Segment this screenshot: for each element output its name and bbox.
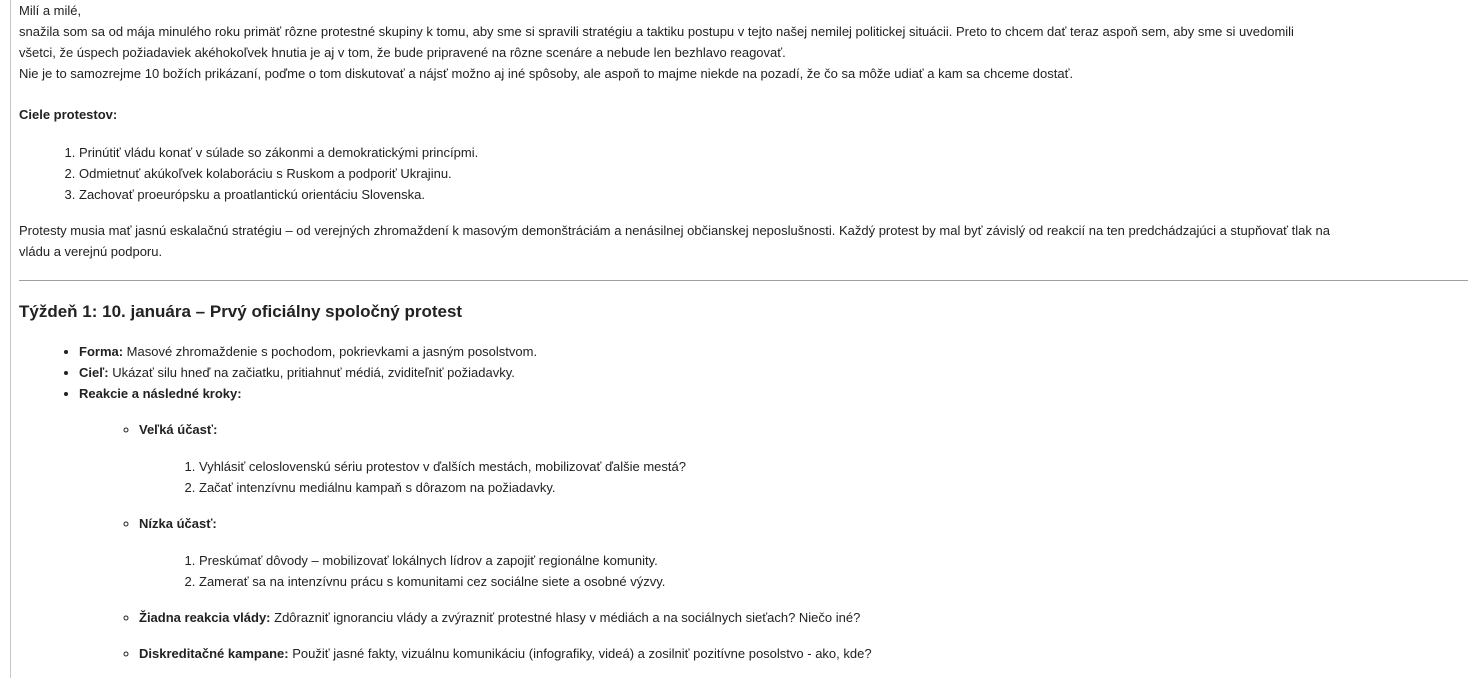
goals-list: [19, 142, 1469, 205]
form-text: Masové zhromaždenie s pochodom, pokrievkami a jasným posolstvom.: [123, 344, 538, 359]
low-turnout-steps: [139, 550, 1459, 592]
document-page: [10, 0, 1471, 678]
discredit-text: Použiť jasné fakty, vizuálnu komunikáciu (infografiky, videá) a zosilniť pozitívne posolstvo - ako, kde?: [288, 646, 872, 661]
big-turnout-steps: [139, 456, 1459, 498]
greeting: Milí a milé,: [19, 3, 82, 18]
discredit-label: Diskreditačné kampane:: [139, 646, 289, 661]
intro-paragraph: [19, 0, 1469, 84]
section-divider: [19, 280, 1468, 281]
spacer: [19, 84, 1469, 104]
list-item: 2. Začať intenzívnu mediálnu kampaň s dôrazom na požiadavky.: [199, 477, 1459, 498]
no-reaction-label: Žiadna reakcia vlády:: [139, 610, 271, 625]
list-item: 1. Vyhlásiť celoslovenskú sériu protestov v ďalších mestách, mobilizovať ďalšie mestá?: [199, 456, 1459, 477]
reactions-sublist: [79, 419, 1459, 664]
intro-line-1: snažila som sa od mája minulého roku primäť rôzne protestné skupiny k tomu, aby sme si spravili stratégiu a taktiku postupu v tejto našej nemilej politickej situácii. Preto to chcem dať teraz aspoň sem, aby sme si uvedomili: [19, 24, 1294, 39]
list-item-goal: [79, 362, 1459, 383]
list-item: 3. Zachovať proeurópsku a proatlantickú orientáciu Slovenska.: [79, 184, 1469, 205]
week1-heading: Týždeň 1: 10. januára – Prvý oficiálny spoločný protest: [19, 302, 463, 321]
week1-list: [19, 341, 1459, 679]
strategy-paragraph: [19, 220, 1469, 262]
list-item: 2. Odmietnuť akúkoľvek kolaboráciu s Ruskom a podporiť Ukrajinu.: [79, 163, 1469, 184]
form-label: Forma:: [79, 344, 124, 359]
list-item-reactions: [79, 383, 1459, 664]
sublist-item-no-reaction: [139, 607, 1459, 628]
intro-line-3: Nie je to samozrejme 10 božích prikázaní, poďme o tom diskutovať a nájsť možno aj iné spôsoby, ale aspoň to majme niekde na pozadí, že čo sa môže udiať a kam sa chceme dostať.: [19, 66, 1074, 81]
list-item: 1. Preskúmať dôvody – mobilizovať lokálnych lídrov a zapojiť regionálne komunity.: [199, 550, 1459, 571]
strategy-line-1: Protesty musia mať jasnú eskalačnú stratégiu – od verejných zhromaždení k masovým demonštráciám a nenásilnej občianskej neposlušnosti. Každý protest by mal byť závislý od reakcií na ten predchádzajúci a stupňovať tlak na: [19, 223, 1330, 238]
reactions-label: Reakcie a následné kroky:: [79, 386, 242, 401]
goal-label: Cieľ:: [79, 365, 109, 380]
list-item: 2. Zamerať sa na intenzívnu prácu s komunitami cez sociálne siete a osobné výzvy.: [199, 571, 1459, 592]
intro-line-2: všetci, že úspech požiadaviek akéhokoľvek hnutia je aj v tom, že bude pripravené na rôzne scenáre a nebude len bezhlavo reagovať.: [19, 45, 786, 60]
sublist-item-discredit: [139, 643, 1459, 664]
list-item-form: [79, 341, 1459, 362]
no-reaction-text: Zdôrazniť ignoranciu vlády a zvýrazniť protestné hlasy v médiách a na sociálnych sieťach? Niečo iné?: [270, 610, 861, 625]
strategy-line-2: vládu a verejnú podporu.: [19, 244, 163, 259]
list-item: 1. Prinútiť vládu konať v súlade so zákonmi a demokratickými princípmi.: [79, 142, 1469, 163]
goal-text: Ukázať silu hneď na začiatku, pritiahnuť médiá, zviditeľniť požiadavky.: [108, 365, 515, 380]
sublist-item-low-turnout: [139, 513, 1459, 592]
big-turnout-label: Veľká účasť:: [139, 422, 218, 437]
document-content: [19, 0, 1469, 661]
sublist-item-big-turnout: [139, 419, 1459, 498]
goals-heading: Ciele protestov:: [19, 107, 118, 122]
low-turnout-label: Nízka účasť:: [139, 516, 217, 531]
